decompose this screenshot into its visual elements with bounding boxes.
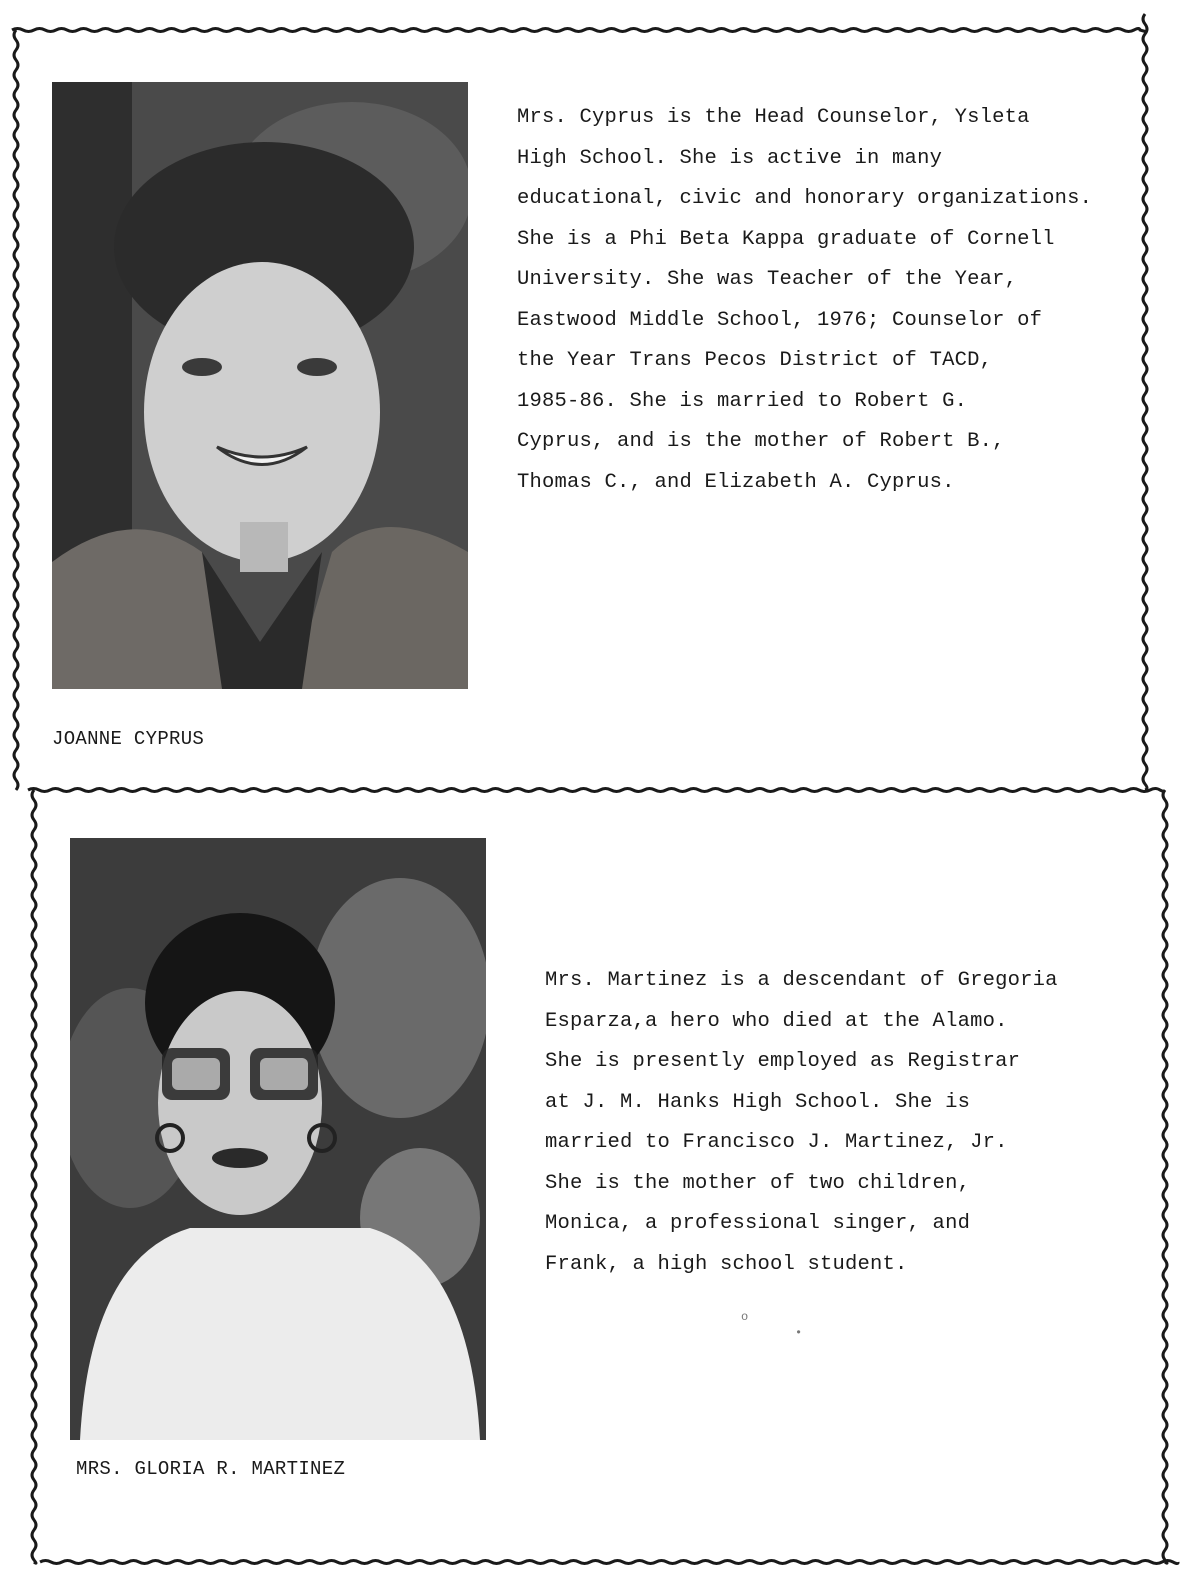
bio-line: Eastwood Middle School, 1976; Counselor of <box>517 308 1043 332</box>
bio-line: University. She was Teacher of the Year, <box>517 268 1018 291</box>
caption-name-cyprus: JOANNE CYPRUS <box>52 728 205 750</box>
bio-text-cyprus <box>517 98 1092 503</box>
bio-line: Monica, a professional singer, and <box>545 1212 971 1235</box>
bio-line: Thomas C., and Elizabeth A. Cyprus. <box>517 470 955 494</box>
portrait-photo-martinez <box>70 838 486 1440</box>
bio-line: Cyprus, and is the mother of Robert B., <box>517 430 1005 453</box>
portrait-photo-cyprus <box>52 82 468 689</box>
bio-text-martinez <box>545 961 1058 1285</box>
bio-line: She is presently employed as Registrar <box>545 1050 1021 1073</box>
bio-line: She is a Phi Beta Kappa graduate of Cornell <box>517 227 1055 251</box>
bio-line: at J. M. Hanks High School. She is <box>545 1090 971 1114</box>
bio-line: married to Francisco J. Martinez, Jr. <box>545 1131 1008 1154</box>
bio-line: Esparza,a hero who died at the Alamo. <box>545 1009 1008 1033</box>
bio-line: Frank, a high school student. <box>545 1252 908 1276</box>
bio-line: the Year Trans Pecos District of TACD, <box>517 349 993 372</box>
paper-speck: o <box>741 1310 749 1324</box>
caption-name-martinez: MRS. GLORIA R. MARTINEZ <box>76 1458 346 1480</box>
paper-speck: • <box>795 1326 803 1340</box>
bio-line: She is the mother of two children, <box>545 1171 971 1195</box>
bio-line: Mrs. Martinez is a descendant of Gregoria <box>545 969 1058 992</box>
bio-line: Mrs. Cyprus is the Head Counselor, Ysleta <box>517 106 1030 129</box>
bio-line: educational, civic and honorary organizations. <box>517 187 1093 210</box>
bio-line: 1985-86. She is married to Robert G. <box>517 389 968 413</box>
bio-line: High School. She is active in many <box>517 146 943 170</box>
